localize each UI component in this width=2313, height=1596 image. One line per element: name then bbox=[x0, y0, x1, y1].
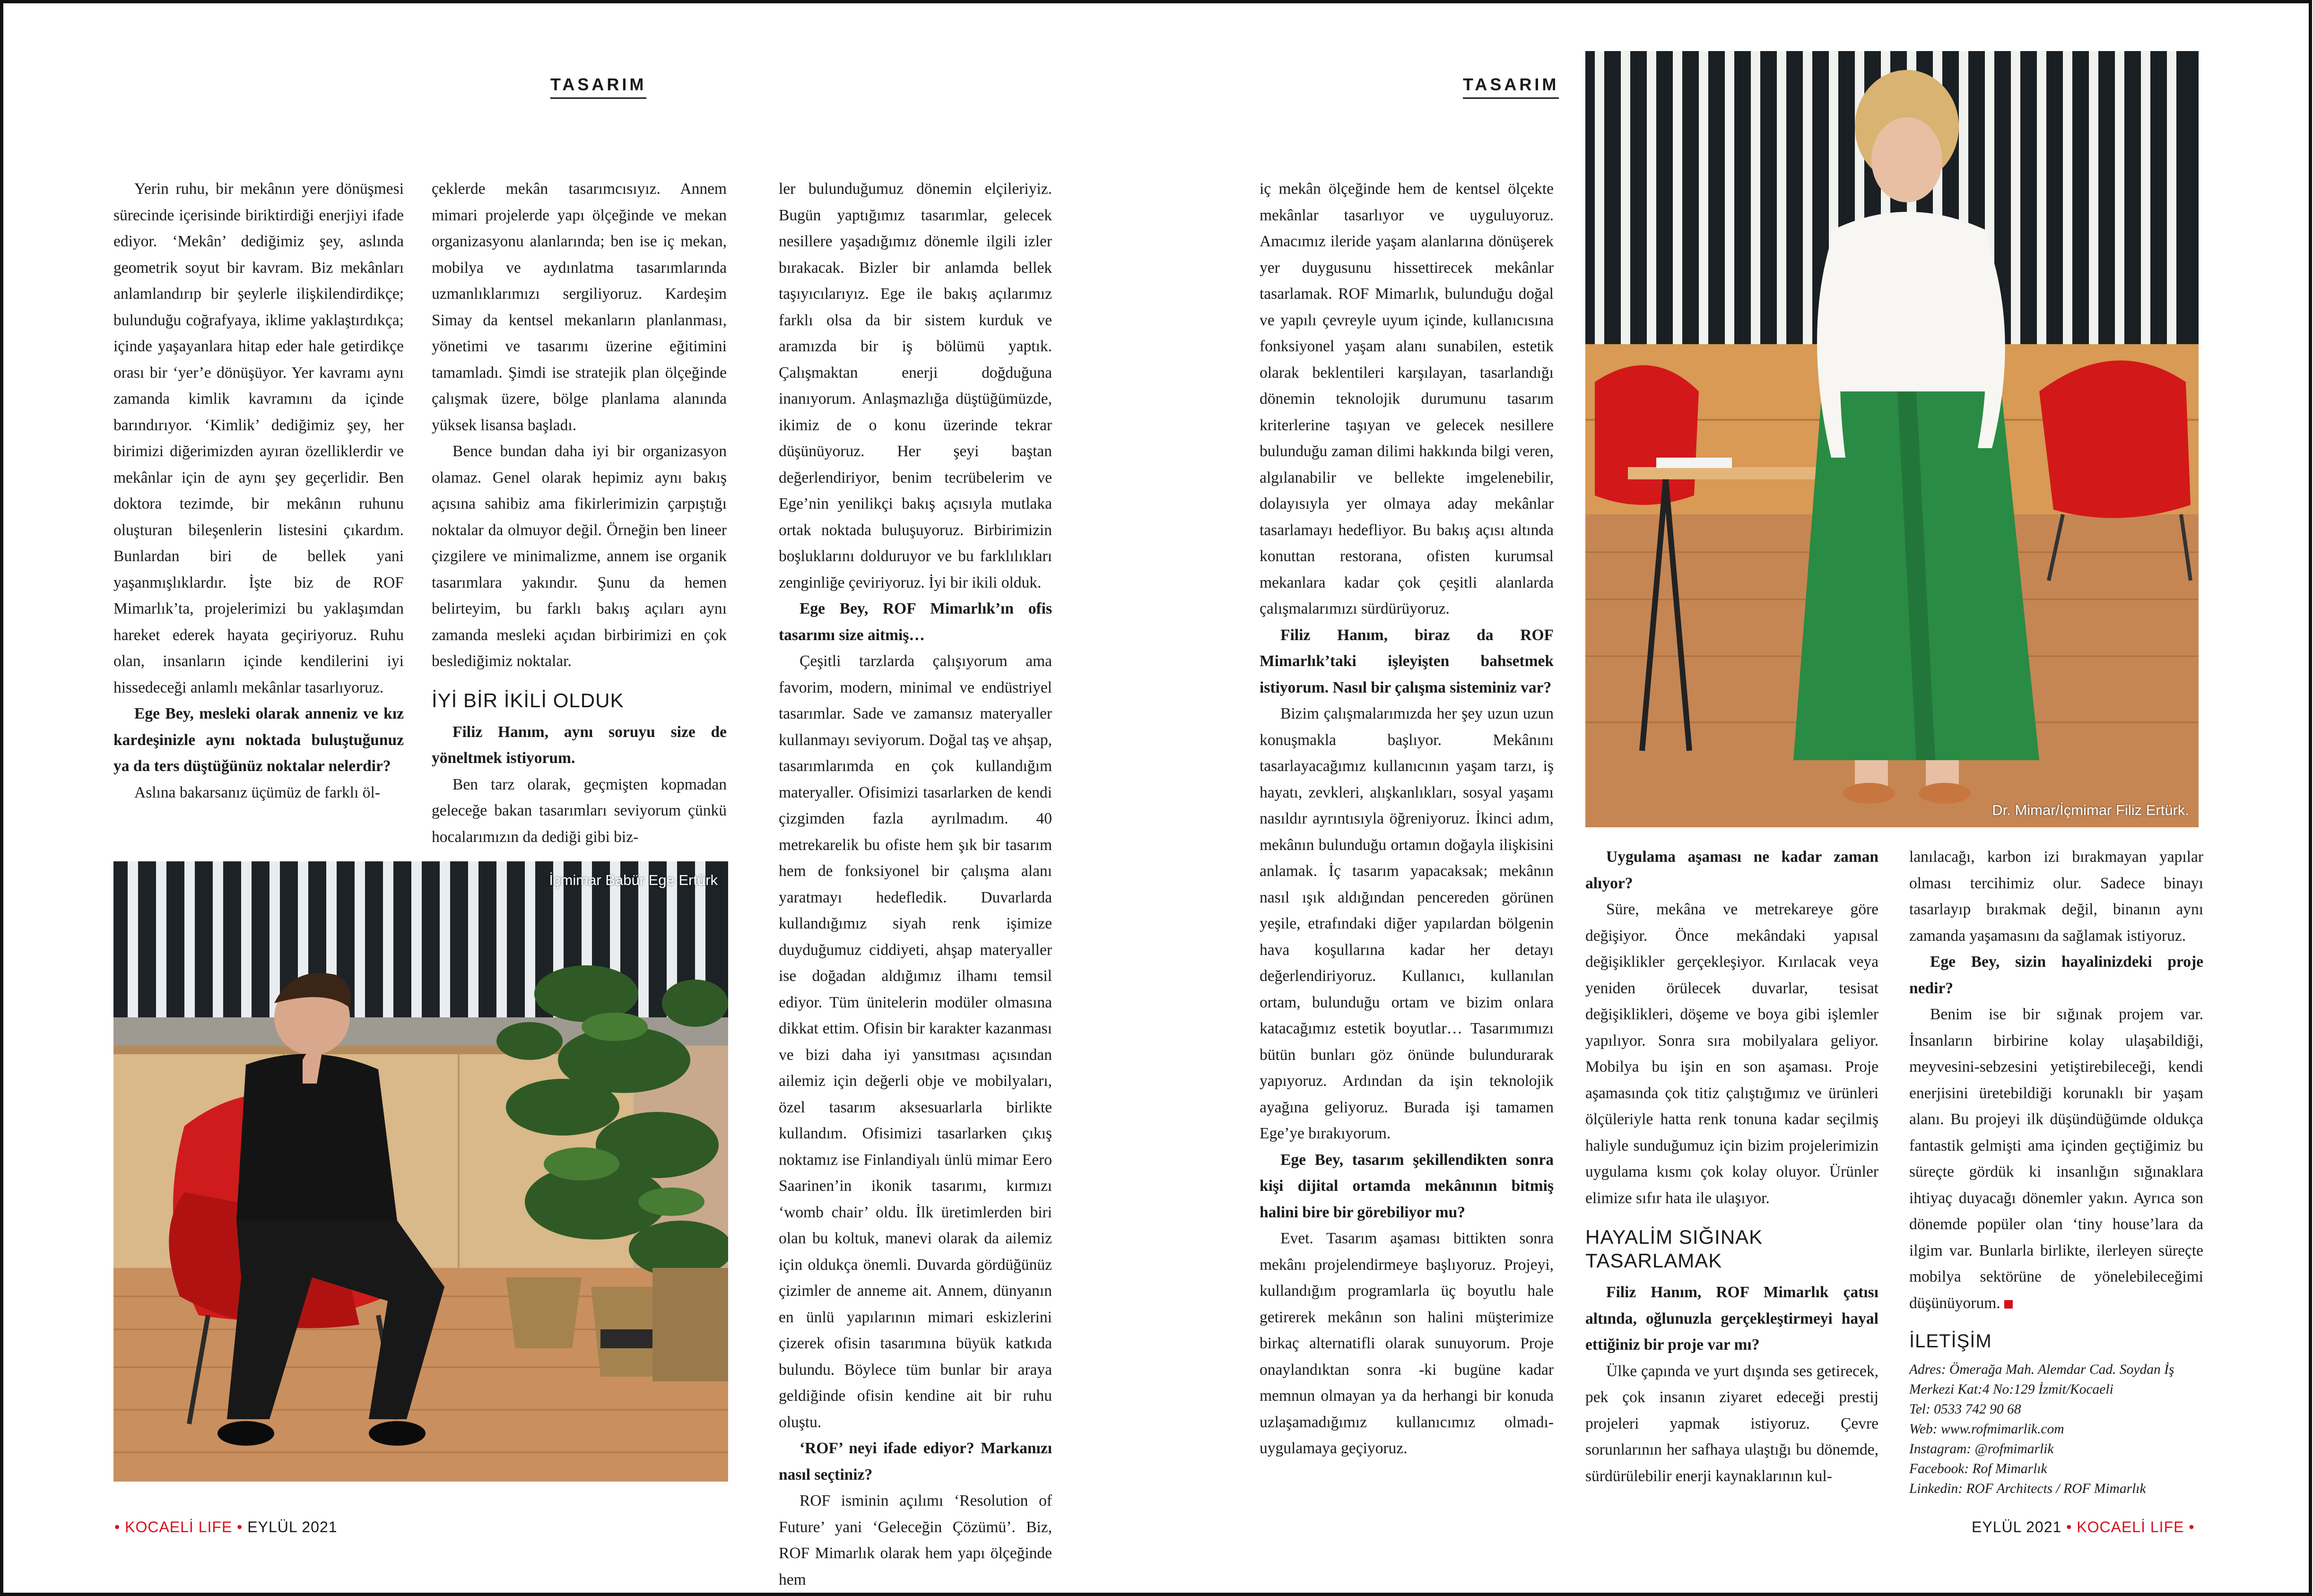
interview-question: Ege Bey, tasarım şekillendikten sonra kişi dijital ortamda mekânının bitmiş halini bire bir görebiliyor mu? bbox=[1260, 1151, 1554, 1221]
contact-heading: İLETİŞİM bbox=[1909, 1331, 1992, 1352]
paragraph: Bizim çalışmalarımızda her şey uzun uzun konuşmakla başlıyor. Mekânını tasarlayacağımız kullanıcının yaşam tarzı, iş hayatı, zevkleri, alışkanlıkları, sosyal yaşamı nasıldır ayrıntısıyla öğreniyoruz. İkinci adım, mekânın bulunduğu ortamın doğayla ilişkisini anlamak. İç tasarım yapacaksak; mekânın nasıl ışık aldığından pencereden görünen yeşile, etrafındaki diğer yapılardan bölgenin hava koşullarına kadar her detayı değerlendiriyoruz. Kullanıcı, kullanılan ortam, bulunduğu ortam ve bizim onlara katacağımız estetik boyutlar… Tasarımımızı bütün bunları göz önünde bulundurarak yapıyoruz. Ardından da işin teknolojik ayağına geliyoruz. Burada işi tamamen Ege’ye bırakıyorum. bbox=[1260, 705, 1554, 1142]
article-end-mark bbox=[2004, 1300, 2013, 1309]
footer-left-magazine: KOCAELİ LIFE bbox=[125, 1518, 233, 1535]
section-label-right: TASARIM bbox=[1463, 75, 1559, 99]
right-column-3-text bbox=[1909, 844, 2203, 1316]
footer-right-issue: EYLÜL 2021 bbox=[1972, 1518, 2062, 1535]
paragraph: Çeşitli tarzlarda çalışıyorum ama favorim, modern, minimal ve endüstriyel tasarımlar. Sade ve zamansız materyaller kullanmayı seviyorum. Doğal taş ve ahşap, tasarımlarımda en çok kullandığım materyaller. Ofisimizi tasarlarken de kendi çizgimden fazla ayrılmadım. 40 metrekarelik bu ofiste hem şık bir tasarım hem de fonksiyonel bir çalışma alanı yaratmayı hedefledik. Duvarlarda kullandığımız siyah renk işimize duyduğumuz ciddiyeti, ahşap materyaller ise doğadan aldığımız ilhamı temsil ediyor. Tüm ünitelerin modüler olmasına dikkat ettim. Ofisin bir karakter kazanması ve bizi daha iyi yansıtması açısından ailemiz için değerli obje ve mobilyaları, özel tasarım aksesuarlarla birlikte kullandım. Ofisimizi tasarlarken çıkış noktamız ise Finlandiyalı ünlü mimar Eero Saarinen’in ikonik tasarımı, kırmızı ‘womb chair’ oldu. İlk üretimlerden biri olan bu koltuk, manevi olarak da ailemiz için oldukça önemli. Duvarda gördüğünüz çizimler de anneme ait. Annem, dünyanın en ünlü yapılarının mimari eskizlerini çizerek ofisin tasarımına büyük katkıda bulundu. Böylece tüm bunlar bir araya geldiğinde ofisin kendine ait bir ruhu oluştu. bbox=[779, 652, 1052, 1431]
photo-ege-illustration bbox=[113, 861, 728, 1482]
paragraph: lanılacağı, karbon izi bırakmayan yapılar olması tercihimiz olur. Sadece binayı tasarlayıp bırakmak değil, binanın aynı zamanda yaşamasını da sağlamak istiyoruz. bbox=[1909, 848, 2203, 945]
paragraph: ROF isminin açılımı ‘Resolution of Future’ yani ‘Geleceğin Çözümü’. Biz, ROF Mimarlık olarak hem yapı ölçeğinde hem bbox=[779, 1492, 1052, 1588]
paragraph: Aslına bakarsanız üçümüz de farklı öl- bbox=[134, 783, 380, 801]
paragraph: Evet. Tasarım aşaması bittikten sonra mekânı projelendirmeye başlıyoruz. Projeyi, kullandığım programlarla üç boyutlu hale getirerek mekânın son halini müşterimize birkaç alternatifli olarak sunuyorum. Proje onaylandıktan sonra -ki bugüne kadar memnun olmayan ya da herhangi bir konuda uzlaşamadığımız kullanıcımız olmadı- uygulamaya geçiyoruz. bbox=[1260, 1230, 1554, 1457]
contact-line: Web: www.rofmimarlik.com bbox=[1909, 1422, 2064, 1437]
section-label-left: TASARIM bbox=[550, 75, 646, 99]
interview-question: Filiz Hanım, aynı soruyu size de yöneltmek istiyorum. bbox=[432, 723, 727, 767]
paragraph: Ülke çapında ve yurt dışında ses getirecek, pek çok insanın ziyaret edeceği prestij projeleri yapmak istiyoruz. Çevre sorunlarının her safhaya ulaştığı bu dönemde, sürdürülebilir enerji kaynaklarının kul- bbox=[1585, 1362, 1878, 1485]
paragraph: Bence bundan daha iyi bir organizasyon olamaz. Genel olarak hepimiz aynı bakış açısına sahibiz ama fikirlerimizin çarpıştığı noktalar da olmuyor değil. Örneğin ben lineer çizgilere ve minimalizme, annem ise organik tasarımlara yakındır. Şunu da hemen belirteyim, bu farklı bakış açıları aynı zamanda mesleki açıdan birbirimizi en çok beslediğimiz noktalar. bbox=[432, 442, 727, 670]
interview-question: ‘ROF’ neyi ifade ediyor? Markanızı nasıl seçtiniz? bbox=[779, 1440, 1052, 1483]
paragraph: Yerin ruhu, bir mekânın yere dönüşmesi sürecinde içerisinde biriktirdiği enerjiyi ifade ediyor. ‘Mekân’ dediğimiz şey, aslında geometrik soyut bir kavram. Biz mekânları anlamlandırıp bir şeylerle ilişkilendirdikçe; bulunduğu coğrafyaya, iklime yaklaştırdıkça; içinde yaşayanlara hitap eder hale getirdikçe orası bir ‘yer’e dönüşüyor. Yer kavramı aynı zamanda kimlik kavramını da içinde barındırıyor. ‘Kimlik’ dediğimiz şey, her birimizi diğerimizden ayıran özelliklerdir ve mekânlar için de aynı şey geçerlidir. Ben doktora tezimde, bir mekânın ruhunu oluşturan bileşenlerin listesini çıkardım. Bunlardan biri de bellek yani yaşanmışlıklardır. İşte biz de ROF Mimarlık’ta, projelerimizi bu yaklaşımdan hareket ederek hayata geçiriyoruz. Ruhu olan, insanların içinde kendilerini iyi hissedeceği anlamlı mekânlar tasarlıyoruz. bbox=[113, 180, 404, 696]
paragraph: Süre, mekâna ve metrekareye göre değişiyor. Önce mekândaki yapısal değişiklikler gerçekleşiyor. Kırılacak veya yeniden örülecek duvarlar, tesisat değişiklikleri, döşeme ve boya gibi işlemler yapılıyor. Sonra sıra mobilyalara geliyor. Mobilya bu işin en son aşaması. Proje aşamasında çok titiz çalıştığımız ve ürünleri ölçüleriyle hatta renk tonuna kadar seçilmiş haliyle sunduğumuz için bizim projelerimizin uygulama kısmı çok kolay oluyor. Ürünler elimize sıfır hata ile ulaşıyor. bbox=[1585, 901, 1878, 1207]
paragraph: iç mekân ölçeğinde hem de kentsel ölçekte mekânlar tasarlıyor ve uyguluyoruz. Amacımız ileride yaşam alanlarına dönüşerek yer duygusunu hissettirecek mekânlar tasarlamak. ROF Mimarlık, bulunduğu doğal ve yapılı çevreyle uyum içinde, kullanıcısına fonksiyonel yaşam alanı sunabilen, estetik olarak beklentileri karşılayan, tasarlandığı dönemin teknolojik durumunu tasarım kriterlerine taşıyan ve gelecek nesillere bulunduğu zaman dilimi hakkında bilgi veren, algılanabilir ve bellekte imgelenebilir, dolayısıyla yer olmaya aday mekânlar tasarlamayı hedefliyor. Bu bakış açısı altında konuttan restorana, ofisten kurumsal mekanlara kadar çok çeşitli alanlarda çalışmalarımızı sürdürüyoruz. bbox=[1260, 180, 1554, 617]
photo-caption-ege: İçmimar Babür Ege Ertürk bbox=[549, 872, 718, 888]
contact-line: Merkezi Kat:4 No:129 İzmit/Kocaeli bbox=[1909, 1382, 2113, 1397]
photo-filiz-illustration bbox=[1585, 51, 2199, 827]
paragraph: ler bulunduğumuz dönemin elçileriyiz. Bugün yaptığımız tasarımlar, gelecek nesillere yaşadığımız dönemle ilgili izler bırakacak. Bizler bir anlamda bellek taşıyıcılarıyız. Ege ile bakış açılarımız farklı olsa da bir sistem kurduk ve aramızda bir iş bölümü yaptık. Çalışmaktan enerji doğduğuna inanıyorum. Anlaşmazlığa düştüğümüzde, ikimiz de o konu üzerinde tekrar düşünüyoruz. Her şeyi baştan değerlendiriyor, benim tecrübelerim ve Ege’nin yenilikçi bakış açısıyla mutlaka ortak noktada buluşuyoruz. Birbirimizin boşluklarını dolduruyor ve bu farklılıkları zenginliğe çeviriyoruz. İyi bir ikili olduk. bbox=[779, 180, 1052, 591]
left-column-1 bbox=[113, 176, 404, 806]
left-column-2 bbox=[432, 176, 727, 850]
contact-line: Linkedin: ROF Architects / ROF Mimarlık bbox=[1909, 1481, 2146, 1496]
left-column-3 bbox=[779, 176, 1052, 1593]
contact-line: Tel: 0533 742 90 68 bbox=[1909, 1402, 2021, 1417]
interview-question: Filiz Hanım, ROF Mimarlık çatısı altında, oğlunuzla gerçekleştirmeyi hayal ettiğiniz bir proje var mı? bbox=[1585, 1284, 1878, 1353]
paragraph: Benim ise bir sığınak projem var. İnsanların birbirine kolay ulaşabildiği, meyvesini-sebzesini yetiştirebileceği, kendi enerjisini üretebildiği korunaklı bir yaşam alanı. Bu projeyi ilk düşündüğümde oldukça fantastik gelmişti ama içinden geçtiğimiz bu süreçte gördük ki insanlığın sığınaklara ihtiyaç duyacağı dönemler yakın. Ayrıca son dönemde popüler olan ‘tiny house’lara da ilgim var. Bunlarla birlikte, ilerleyen süreçte mobilya sektörüne de yönelebileceğimi düşünüyorum. bbox=[1909, 1006, 2203, 1312]
right-column-2 bbox=[1585, 844, 1878, 1489]
contact-line: Adres: Ömerağa Mah. Alemdar Cad. Soydan İş bbox=[1909, 1362, 2174, 1377]
contact-block bbox=[1909, 1360, 2203, 1499]
footer-right: EYLÜL 2021 • KOCAELİ LIFE • bbox=[1972, 1518, 2195, 1535]
interview-question: Ege Bey, ROF Mimarlık’ın ofis tasarımı size aitmiş… bbox=[779, 600, 1052, 644]
interview-question: Ege Bey, sizin hayalinizdeki proje nedir? bbox=[1909, 953, 2203, 997]
photo-ege-erturk bbox=[113, 861, 728, 1482]
interview-question: Uygulama aşaması ne kadar zaman alıyor? bbox=[1585, 848, 1878, 892]
contact-line: Facebook: Rof Mimarlık bbox=[1909, 1461, 2047, 1476]
interview-question: Filiz Hanım, biraz da ROF Mimarlık’taki işleyişten bahsetmek istiyorum. Nasıl bir çalışma sisteminiz var? bbox=[1260, 626, 1554, 696]
right-column-1 bbox=[1260, 176, 1554, 1462]
footer-left-issue: EYLÜL 2021 bbox=[247, 1518, 338, 1535]
paragraph: Ben tarz olarak, geçmişten kopmadan geleceğe bakan tasarımları seviyorum çünkü hocalarımızın da dediği gibi biz- bbox=[432, 775, 727, 846]
interview-question: Ege Bey, mesleki olarak anneniz ve kız kardeşinizle aynı noktada buluştuğunuz ya da ters düştüğünüz noktalar nelerdir? bbox=[113, 705, 404, 775]
section-subheading: HAYALİM SIĞINAK TASARLAMAK bbox=[1585, 1226, 1763, 1272]
photo-caption-filiz: Dr. Mimar/İçmimar Filiz Ertürk. bbox=[1992, 802, 2189, 818]
contact-line: Instagram: @rofmimarlik bbox=[1909, 1441, 2054, 1457]
paragraph: çeklerde mekân tasarımcısıyız. Annem mimari projelerde yapı ölçeğinde ve mekan organizasyonu alanlarında; ben ise iç mekan, mobilya ve aydınlatma tasarımlarında uzmanlıklarımızı sergiliyoruz. Kardeşim Simay da kentsel mekanların planlanması, yönetimi ve tasarımı üzerine eğitimini tamamladı. Şimdi ise stratejik plan ölçeğinde çalışmak üzere, bölge planlama alanında yüksek lisansa başladı. bbox=[432, 180, 727, 434]
photo-filiz-erturk bbox=[1585, 51, 2199, 827]
footer-left: • KOCAELİ LIFE • EYLÜL 2021 bbox=[114, 1518, 338, 1535]
footer-right-magazine: KOCAELİ LIFE bbox=[2077, 1518, 2184, 1535]
right-column-3 bbox=[1909, 844, 2203, 1499]
section-subheading: İYİ BİR İKİLİ OLDUK bbox=[432, 689, 624, 711]
